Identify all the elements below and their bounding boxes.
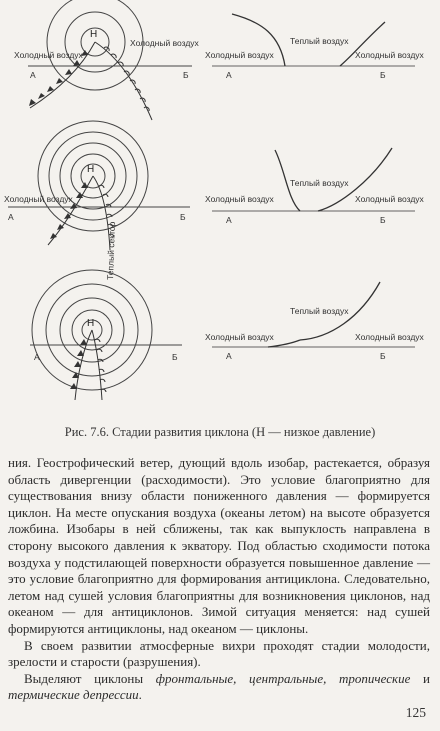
panel-2-warm-sector: Теплый сектор (105, 221, 118, 281)
page-number: 125 (405, 705, 426, 720)
panel-1-section-warm: Теплый воздух (290, 36, 349, 46)
panel-1-map (28, 0, 192, 120)
panel-3-map (30, 270, 182, 400)
panel-1-section-a: А (226, 70, 232, 80)
thermal-depressions: термические депрессии (8, 687, 139, 703)
panel-3-point-b: Б (172, 352, 178, 362)
panel-2-section-cold-right: Холодный воздух (355, 194, 424, 204)
panel-2-section-cold: Холодный воздух (205, 194, 274, 204)
panel-3-low-marker: Н (87, 318, 95, 329)
panel-1-warm-front-bumps (104, 47, 149, 111)
paragraph-1: ния. Геострофический ветер, дующий вдоль изобар, растекается, образуя область дивергенции (расходимости). Это условие благоприятно для существования внизу области пониженного давления — формируется циклон. На месте опускания воздуха (океаны летом) на высоте образуется ложбина. Изобары в ней сближены, так как выпуклость направлена в сторону высокого давления к экватору. Под областью сходимости потока воздуха у подстилающей поверхности образуется повышенное давление — это условие благоприятно для формирования антициклона. Следовательно, летом над сушей условия благоприятны для возникновения циклонов, над океаном — для антициклонов. Зимой ситуация меняется: над сушей формируются антициклоны, над океаном — циклоны. (8, 455, 430, 636)
cyclone-types: фронтальные, центральные, тропические (155, 670, 411, 686)
paragraph-3-end: . (138, 687, 142, 703)
panel-3-section-a: А (226, 351, 232, 361)
paragraph-2: В своем развитии атмосферные вихри проходят стадии молодости, зрелости и старости (разрушения). (8, 637, 430, 670)
paragraph-3 (8, 671, 430, 704)
panel-1-low-marker: Н (90, 29, 98, 40)
panel-3-section-warm: Теплый воздух (290, 306, 349, 316)
panel-1-cold-air-right: Холодный воздух (130, 38, 199, 48)
panel-3-cold-front-teeth (70, 339, 87, 389)
paragraph-3-and: и (410, 670, 431, 686)
panel-2-section-a: А (226, 215, 232, 225)
figure-caption: Рис. 7.6. Стадии развития циклона (Н — низкое давление) (64, 425, 376, 439)
panel-2-section-warm: Теплый воздух (290, 178, 349, 188)
body-text (8, 455, 430, 704)
panel-1-point-a: А (30, 70, 36, 80)
panel-2-point-a: А (8, 212, 14, 222)
panel-2-low-marker: Н (87, 164, 95, 175)
panel-1-cold-air-left: Холодный воздух (14, 50, 83, 60)
panel-2-cold-air: Холодный воздух (4, 194, 73, 204)
panel-3-point-a: А (34, 352, 40, 362)
panel-3-section-cold-right: Холодный воздух (355, 332, 424, 342)
panel-1-section-cold: Холодный воздух (205, 50, 274, 60)
panel-1-section-b: Б (380, 70, 386, 80)
panel-3-section-cold: Холодный воздух (205, 332, 274, 342)
panel-1-section-cold-right: Холодный воздух (355, 50, 424, 60)
paragraph-3-start: Выделяют циклоны (24, 670, 156, 686)
panel-2-section-b: Б (380, 215, 386, 225)
panel-1-point-b: Б (183, 70, 189, 80)
panel-2-point-b: Б (180, 212, 186, 222)
panel-3-section-b: Б (380, 351, 386, 361)
